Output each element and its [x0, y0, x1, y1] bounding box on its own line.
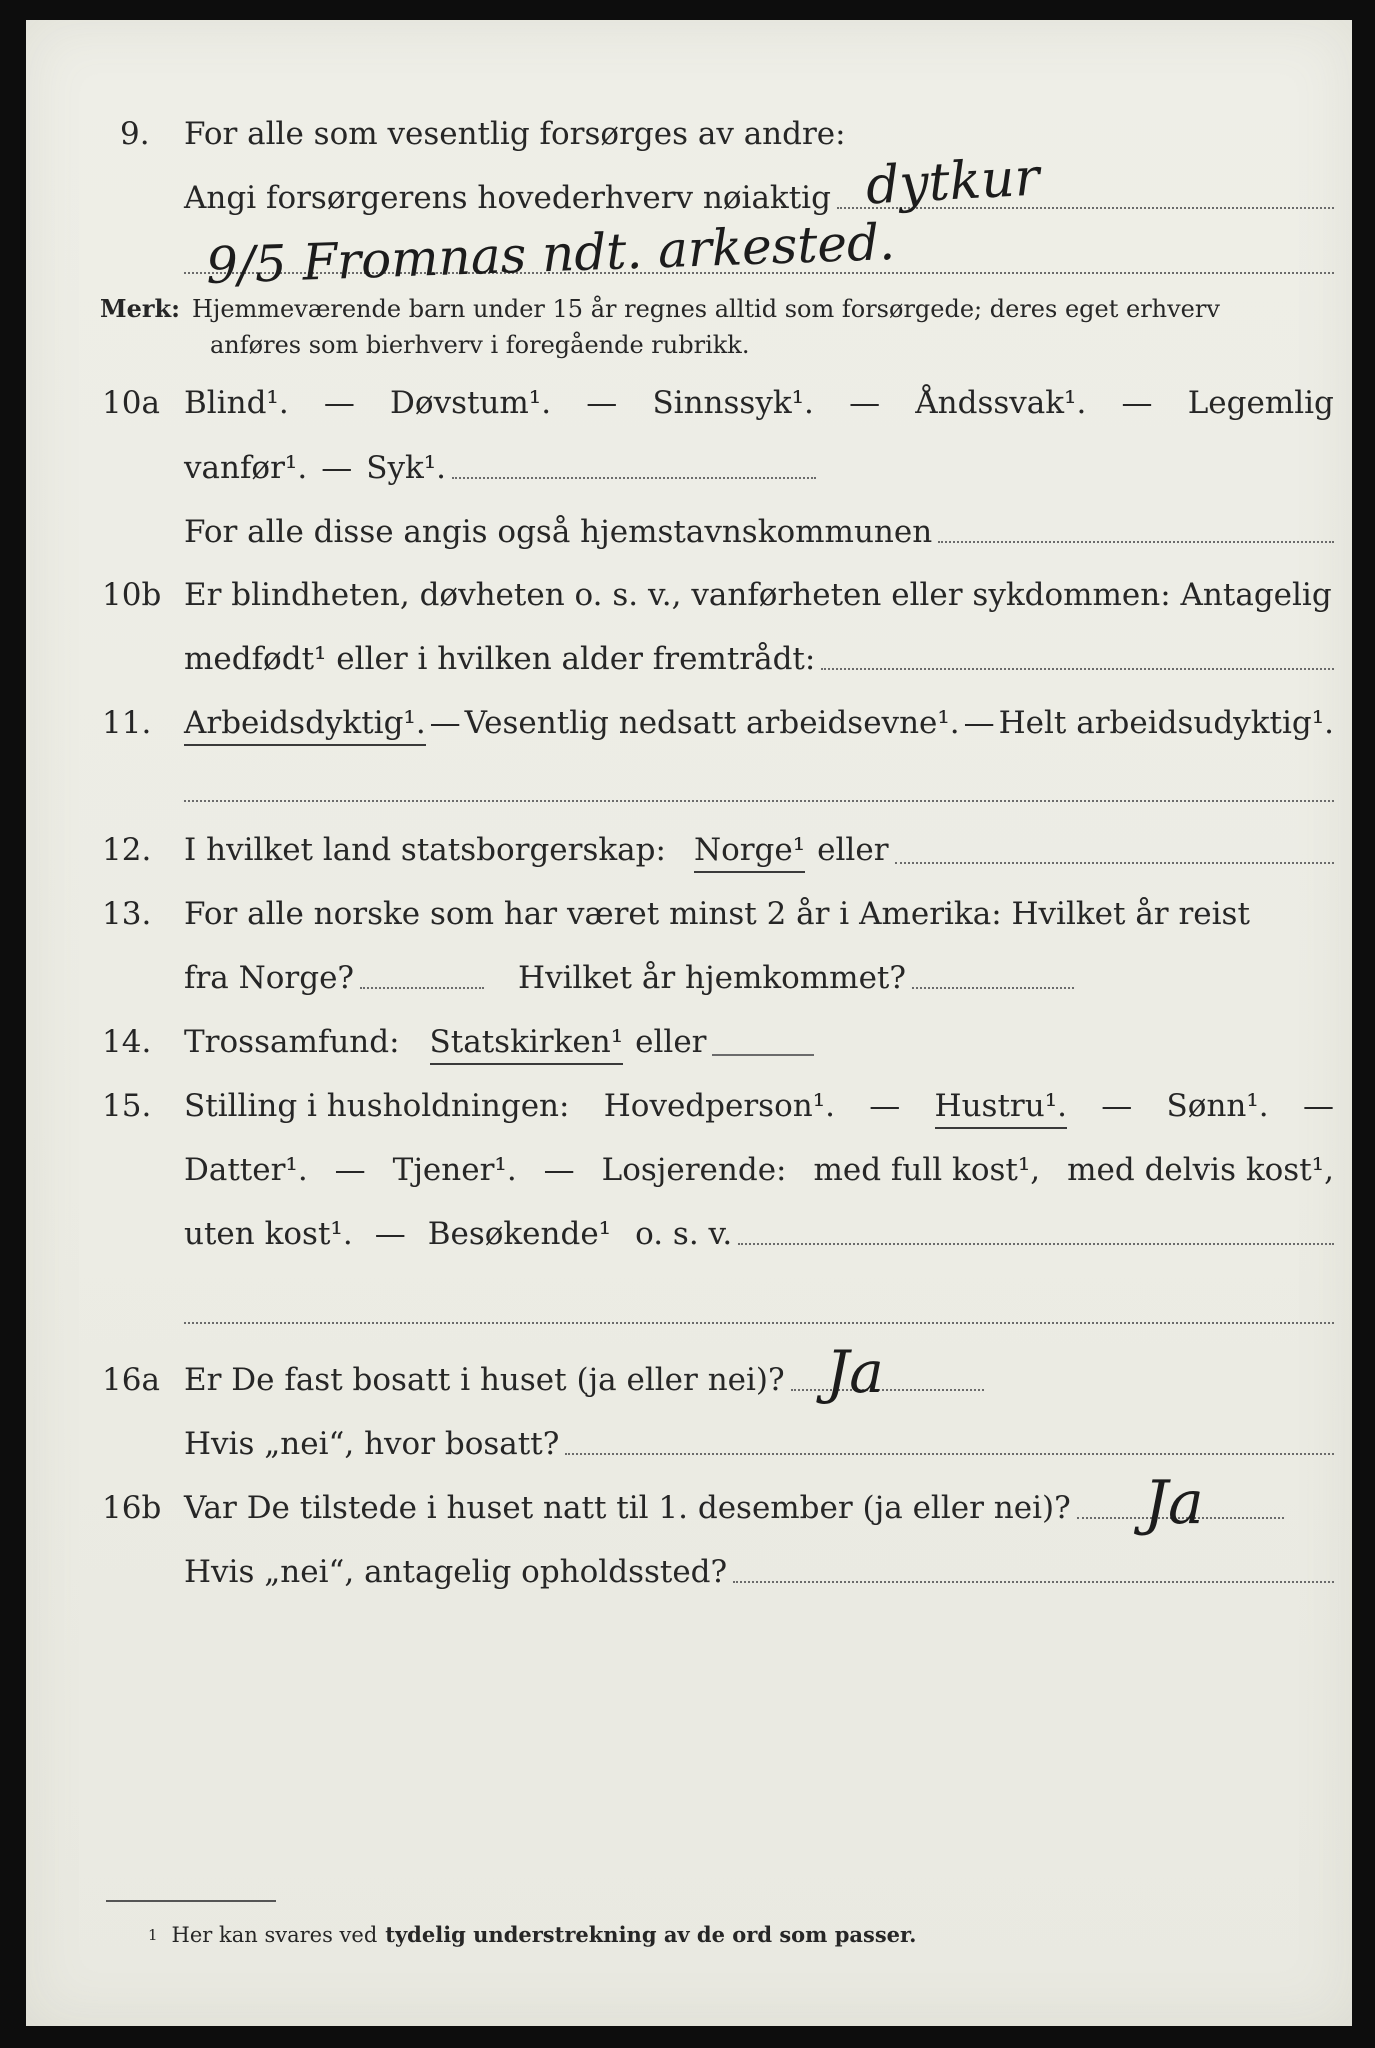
- footnote-mark: 1: [148, 1926, 158, 1944]
- q15-opt-hustru: Hustru¹.: [935, 1086, 1067, 1129]
- q15-fill: [738, 1243, 1334, 1245]
- footnote: [148, 1920, 916, 1950]
- q12-fill: [895, 862, 1334, 864]
- q13-fill-reist: [360, 987, 484, 989]
- q15-opt-hovedperson: Hovedperson¹.: [603, 1088, 835, 1124]
- census-form-page: [26, 20, 1352, 2026]
- q12-number: 12.: [102, 832, 152, 868]
- footnote-rule: [106, 1900, 276, 1902]
- q10a-opt-andssvak: Åndssvak¹.: [915, 385, 1087, 421]
- merk-text1: Hjemmeværende barn under 15 år regnes alltid som forsørgede; deres eget erhverv: [191, 295, 1220, 323]
- merk-text2: anføres som bierhverv i foregående rubrikk.: [210, 331, 750, 359]
- q15-line3: [184, 1214, 1334, 1254]
- q9-line2: [184, 178, 1334, 218]
- q15-opt-datter: Datter¹.: [184, 1152, 308, 1188]
- q15-opt-tjener: Tjener¹.: [392, 1152, 517, 1188]
- q10a-opt-syk: Syk¹.: [366, 450, 447, 486]
- q10a-opt-vanfor: vanfør¹.: [184, 450, 308, 486]
- q16b-text2: Hvis „nei“, antagelig opholdssted?: [184, 1554, 728, 1590]
- q11-fill-line: [184, 800, 1334, 802]
- merk-line2: [210, 328, 749, 362]
- q13-number: 13.: [102, 896, 152, 932]
- q12-opt-norge: Norge¹: [694, 830, 805, 873]
- q11-dash-2: —: [963, 705, 995, 741]
- q16b-line2: [184, 1552, 1334, 1592]
- q15-dash-6: —: [374, 1216, 406, 1252]
- q16b-handwritten-answer: Ja: [1144, 1468, 1204, 1538]
- q15-dash-3: —: [1302, 1088, 1334, 1124]
- q10a-opt-legemlig: Legemlig: [1187, 385, 1334, 421]
- q10b-fill: [821, 668, 1334, 670]
- q12-tail: eller: [817, 832, 889, 868]
- q11-dash-1: —: [429, 705, 461, 741]
- merk-label: Merk:: [100, 294, 180, 323]
- q10b-text1: Er blindheten, døvheten o. s. v., vanførheten eller sykdommen: Antagelig: [184, 577, 1332, 613]
- q10b-line2: [184, 639, 1334, 679]
- q16b-fill-2: [733, 1581, 1334, 1583]
- q11-opt-nedsatt: Vesentlig nedsatt arbeidsevne¹.: [464, 705, 960, 741]
- q13-text2b: Hvilket år hjemkommet?: [518, 960, 907, 996]
- q9-number: 9.: [120, 116, 150, 152]
- q15-fill-line-2: [184, 1322, 1334, 1324]
- q10a-fill-syk: [452, 477, 816, 479]
- q10a-line2: [184, 448, 816, 488]
- q10b-line1: [184, 575, 1334, 615]
- q15-dash-5: —: [543, 1152, 575, 1188]
- q13-line1: [184, 894, 1334, 934]
- q10a-dash-2: —: [586, 385, 618, 421]
- q9-text1: For alle som vesentlig forsørges av andre:: [184, 116, 846, 152]
- q14-text: Trossamfund:: [184, 1024, 400, 1060]
- q14-tail: eller: [635, 1024, 707, 1060]
- merk-line1: [100, 292, 1220, 326]
- q15-dash-4: —: [334, 1152, 366, 1188]
- q10a-text3: For alle disse angis også hjemstavnskommunen: [184, 514, 933, 550]
- q10b-text2: medfødt¹ eller i hvilken alder fremtrådt:: [184, 641, 816, 677]
- q10a-fill-hjemstavn: [938, 541, 1334, 543]
- q16a-line2: [184, 1424, 1334, 1464]
- q15-line1: [184, 1086, 1334, 1129]
- q15-line2: [184, 1150, 1334, 1190]
- q15-number: 15.: [102, 1088, 152, 1124]
- q15-opt-uten-kost: uten kost¹.: [184, 1216, 353, 1252]
- q13-fill-hjemkommet: [912, 987, 1074, 989]
- q14-opt-statskirken: Statskirken¹: [430, 1022, 624, 1065]
- q12-line: [184, 830, 1334, 873]
- q9-handwritten-answer-1: dytkur: [864, 147, 1041, 217]
- q13-text2a: fra Norge?: [184, 960, 355, 996]
- q10a-line3: [184, 512, 1334, 552]
- q15-opt-losjerende: Losjerende:: [601, 1152, 787, 1188]
- q15-dash-1: —: [869, 1088, 901, 1124]
- footnote-text: Her kan svares ved: [171, 1923, 378, 1947]
- q15-dash-2: —: [1101, 1088, 1133, 1124]
- q16a-handwritten-answer: Ja: [826, 1338, 884, 1406]
- q15-opt-full-kost: med full kost¹,: [813, 1152, 1041, 1188]
- q16a-text1: Er De fast bosatt i huset (ja eller nei)?: [184, 1362, 785, 1398]
- q10b-number: 10b: [102, 577, 162, 613]
- q16a-fill: [791, 1389, 984, 1391]
- q15-opt-delvis-kost: med delvis kost¹,: [1067, 1152, 1334, 1188]
- q11-opt-udyktig: Helt arbeidsudyktig¹.: [998, 705, 1334, 741]
- q16a-text2: Hvis „nei“, hvor bosatt?: [184, 1426, 560, 1462]
- q16b-line1: [184, 1488, 1284, 1528]
- footnote-text-bold: tydelig understrekning av de ord som passer.: [385, 1922, 917, 1947]
- q10a-dash-1: —: [323, 385, 355, 421]
- q9-handwritten-answer-2: 9/5 Fromnas ndt. arkested.: [205, 212, 896, 296]
- q16a-number: 16a: [102, 1362, 160, 1398]
- q11-line1: [184, 703, 1334, 746]
- q15-text1: Stilling i husholdningen:: [184, 1088, 570, 1124]
- q10a-dash-3: —: [849, 385, 881, 421]
- q11-number: 11.: [102, 705, 152, 741]
- q14-fill: [712, 1054, 814, 1056]
- q10a-dash-5: —: [321, 450, 353, 486]
- q10a-dash-4: —: [1121, 385, 1153, 421]
- q14-line: [184, 1022, 814, 1065]
- q13-text1: For alle norske som har været minst 2 år i Amerika: Hvilket år reist: [184, 896, 1250, 932]
- q16a-fill-2: [565, 1453, 1334, 1455]
- q15-opt-besokende: Besøkende¹: [427, 1216, 612, 1252]
- q10a-opt-sinnssyk: Sinnssyk¹.: [652, 385, 814, 421]
- q12-text: I hvilket land statsborgerskap:: [184, 832, 666, 868]
- q16b-number: 16b: [102, 1490, 162, 1526]
- q14-number: 14.: [102, 1024, 152, 1060]
- q10a-line1: [184, 383, 1334, 423]
- q15-osv: o. s. v.: [635, 1216, 733, 1252]
- q11-opt-arbeidsdyktig: Arbeidsdyktig¹.: [184, 703, 426, 746]
- q10a-opt-dovstum: Døvstum¹.: [390, 385, 552, 421]
- q16b-text1: Var De tilstede i huset natt til 1. desember (ja eller nei)?: [184, 1490, 1071, 1526]
- q9-line1: [184, 114, 1024, 154]
- q10a-number: 10a: [102, 385, 160, 421]
- q9-text2: Angi forsørgerens hovederhverv nøiaktig: [184, 180, 831, 216]
- q13-line2: [184, 958, 1074, 998]
- q10a-opt-blind: Blind¹.: [184, 385, 289, 421]
- q15-opt-sonn: Sønn¹.: [1166, 1088, 1269, 1124]
